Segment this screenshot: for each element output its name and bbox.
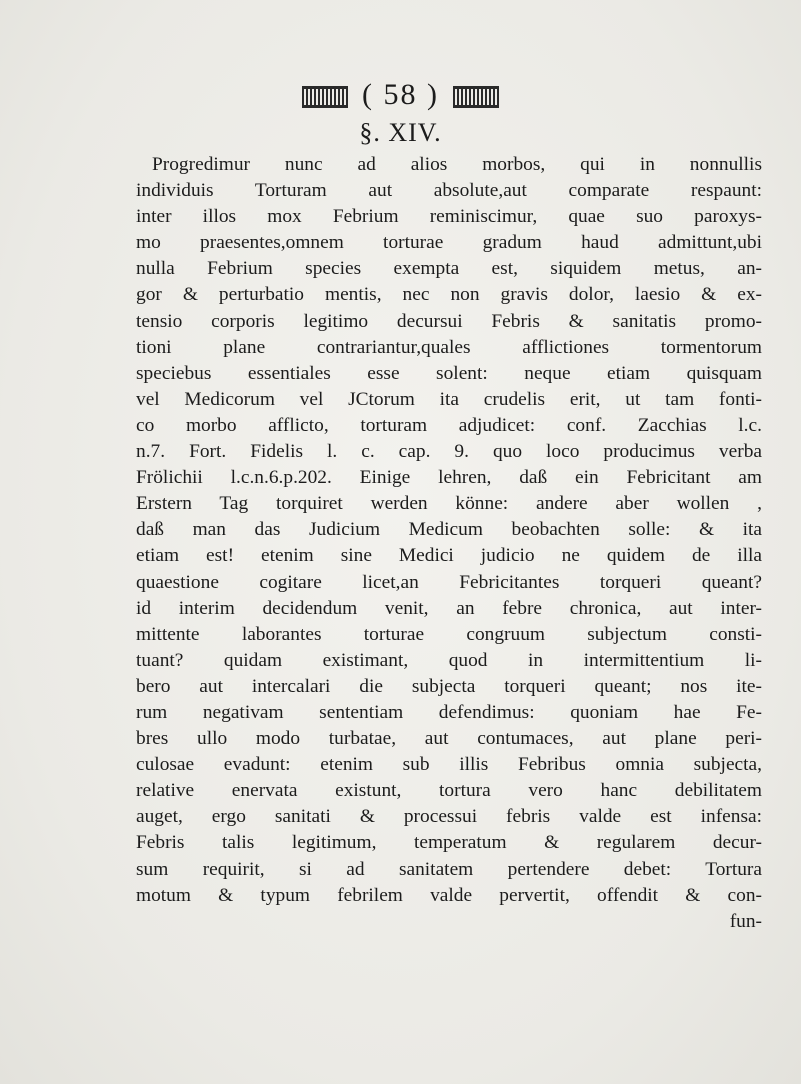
text-line: culosae evadunt: etenim sub illis Febribus omnia subjecta, xyxy=(136,754,762,776)
text-line: quaestione cogitare licet,an Febricitantes torqueri queant? xyxy=(136,571,762,593)
text-line: mittente laborantes torturae congruum subjectum consti- xyxy=(136,623,762,645)
text-line: sum requirit, si ad sanitatem pertendere debet: Tortura xyxy=(136,858,762,880)
text-line: tuant? quidam existimant, quod in intermittentium li- xyxy=(136,649,762,671)
ornament-left-icon xyxy=(302,86,348,108)
text-line: id interim decidendum venit, an febre chronica, aut inter- xyxy=(136,597,762,619)
text-body xyxy=(136,152,762,935)
text-line: n.7. Fort. Fidelis l. c. cap. 9. quo loco producimus verba xyxy=(136,441,762,463)
text-line: bres ullo modo turbatae, aut contumaces, aut plane peri- xyxy=(136,728,762,750)
page-number: ( 58 ) xyxy=(362,78,439,111)
text-line: inter illos mox Febrium reminiscimur, quae suo paroxys- xyxy=(136,206,762,228)
text-line: vel Medicorum vel JCtorum ita crudelis erit, ut tam fonti- xyxy=(136,388,762,410)
text-line: Erstern Tag torquiret werden könne: andere aber wollen , xyxy=(136,493,762,515)
text-line: tensio corporis legitimo decursui Febris & sanitatis promo- xyxy=(136,310,762,332)
text-line: Febris talis legitimum, temperatum & regularem decur- xyxy=(136,832,762,854)
text-line: rum negativam sententiam defendimus: quoniam hae Fe- xyxy=(136,701,762,723)
section-heading: §. XIV. xyxy=(359,118,442,147)
text-line: speciebus essentiales esse solent: neque etiam quisquam xyxy=(136,362,762,384)
text-line: mo praesentes,omnem torturae gradum haud admittunt,ubi xyxy=(136,232,762,254)
text-line: co morbo afflicto, torturam adjudicet: conf. Zacchias l.c. xyxy=(136,414,762,436)
page-header xyxy=(0,78,801,112)
text-line: motum & typum febrilem valde pervertit, offendit & con- xyxy=(136,884,762,906)
text-line: Frölichii l.c.n.6.p.202. Einige lehren, daß ein Febricitant am xyxy=(136,467,762,489)
text-line: bero aut intercalari die subjecta torqueri queant; nos ite- xyxy=(136,675,762,697)
text-line: etiam est! etenim sine Medici judicio ne quidem de illa xyxy=(136,545,762,567)
text-line: relative enervata existunt, tortura vero hanc debilitatem xyxy=(136,780,762,802)
text-line: daß man das Judicium Medicum beobachten solle: & ita xyxy=(136,519,762,541)
text-line: individuis Torturam aut absolute,aut comparate respaunt: xyxy=(136,180,762,202)
text-line: gor & perturbatio mentis, nec non gravis dolor, laesio & ex- xyxy=(136,284,762,306)
ornament-right-icon xyxy=(453,86,499,108)
text-line: Progredimur nunc ad alios morbos, qui in nonnullis xyxy=(152,154,762,175)
text-line: auget, ergo sanitati & processui febris valde est infensa: xyxy=(136,806,762,828)
text-line: nulla Febrium species exempta est, siquidem metus, an- xyxy=(136,258,762,280)
text-line: tioni plane contrariantur,quales afflictiones tormentorum xyxy=(136,336,762,358)
catchword: fun- xyxy=(729,910,762,932)
